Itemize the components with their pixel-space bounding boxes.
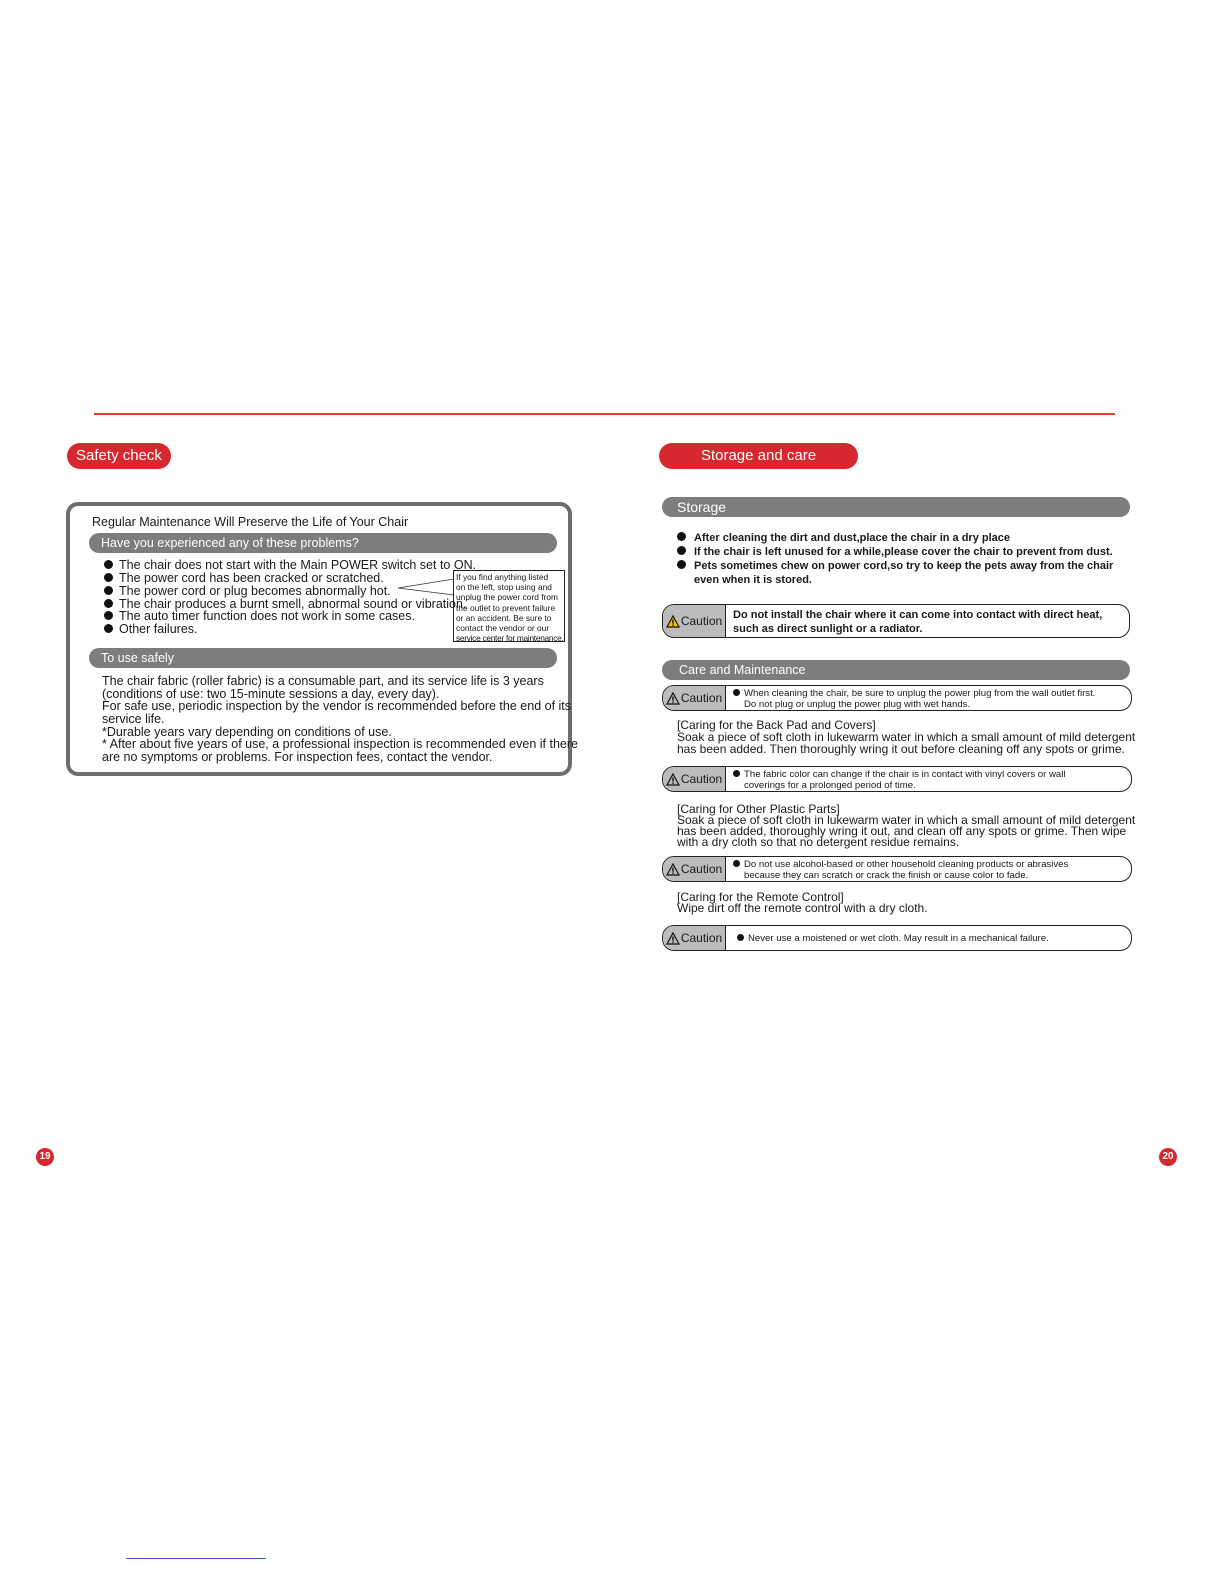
caution-text-fabric: The fabric color can change if the chair is in contact with vinyl covers or wall coverings for a prolonged period of time.	[733, 769, 1125, 791]
panel-heading: Regular Maintenance Will Preserve the Life of Your Chair	[92, 515, 409, 529]
storage-item: Pets sometimes chew on power cord,so try to keep the pets away from the chair	[677, 559, 1113, 573]
problem-item: The power cord or plug becomes abnormally hot.	[104, 585, 391, 598]
stop-using-note: If you find anything listed on the left, stop using and unplug the power cord from the outlet to prevent failure or an accident. Be sure to contact the vendor or our service center for maintenance.	[453, 570, 565, 642]
caution-tag: Caution	[663, 926, 726, 950]
plastic-title: [Caring for Other Plastic Parts]	[677, 802, 840, 816]
caution-text-wet-cloth: Never use a moistened or wet cloth. May result in a mechanical failure.	[737, 933, 1125, 944]
problem-item: Other failures.	[104, 623, 198, 636]
plastic-line: Soak a piece of soft cloth in lukewarm water in which a small amount of mild detergent	[677, 813, 1136, 827]
safe-use-line: *Durable years vary depending on conditions of use.	[102, 725, 392, 739]
problem-item: The auto timer function does not work in some cases.	[104, 610, 415, 623]
storage-item: If the chair is left unused for a while,please cover the chair to prevent from dust.	[677, 545, 1113, 559]
plastic-line: with a dry cloth so that no detergent residue remains.	[677, 835, 960, 849]
safe-use-line: service life.	[102, 712, 165, 726]
warning-triangle-icon	[666, 615, 680, 628]
safe-use-line: For safe use, periodic inspection by the vendor is recommended before the end of its	[102, 699, 572, 713]
storage-caution-text: Do not install the chair where it can come into contact with direct heat, such as direct sunlight or a radiator.	[733, 609, 1103, 635]
caution-box-wet-cloth	[662, 925, 1132, 951]
safe-use-line: (conditions of use: two 15-minute sessions a day, every day).	[102, 687, 440, 701]
remote-title: [Caring for the Remote Control]	[677, 890, 844, 904]
safe-use-line: are no symptoms or problems. For inspection fees, contact the vendor.	[102, 750, 493, 764]
storage-bar: Storage	[662, 497, 1130, 517]
warning-triangle-icon	[666, 773, 680, 786]
plastic-line: has been added, thoroughly wring it out, and clean off any spots or grime. Then wipe	[677, 824, 1127, 838]
problems-bar: Have you experienced any of these problems?	[89, 533, 557, 553]
back-pad-title: [Caring for the Back Pad and Covers]	[677, 718, 876, 732]
safe-use-line: The chair fabric (roller fabric) is a consumable part, and its service life is 3 years	[102, 674, 544, 688]
caution-tag: Caution	[663, 605, 726, 637]
caution-tag: Caution	[663, 767, 726, 791]
safe-use-bar: To use safely	[89, 648, 557, 668]
caution-tag: Caution	[663, 857, 726, 881]
storage-caution-box	[662, 604, 1130, 638]
storage-item-continued: even when it is stored.	[694, 574, 812, 586]
remote-line: Wipe dirt off the remote control with a dry cloth.	[677, 901, 928, 915]
problem-item: The power cord has been cracked or scratched.	[104, 572, 384, 585]
caution-text-unplug: When cleaning the chair, be sure to unplug the power plug from the wall outlet first. Do not plug or unplug the power plug with wet hands.	[733, 688, 1125, 710]
footer-link-rule	[126, 1558, 266, 1559]
back-pad-line: Soak a piece of soft cloth in lukewarm water in which a small amount of mild detergent	[677, 730, 1136, 744]
callout-pointer	[396, 578, 456, 598]
page-number-left: 19	[36, 1148, 54, 1166]
caution-tag: Caution	[663, 686, 726, 710]
caution-box-fabric	[662, 766, 1132, 792]
warning-triangle-icon	[666, 692, 680, 705]
warning-triangle-icon	[666, 932, 680, 945]
storage-care-title: Storage and care	[659, 443, 858, 469]
safe-use-line: * After about five years of use, a professional inspection is recommended even if there	[102, 737, 578, 751]
safety-check-title: Safety check	[67, 443, 171, 469]
caution-box-unplug	[662, 685, 1132, 711]
storage-item: After cleaning the dirt and dust,place the chair in a dry place	[677, 531, 1010, 545]
caution-box-cleaners	[662, 856, 1132, 882]
problem-item: The chair produces a burnt smell, abnormal sound or vibration.	[104, 598, 466, 611]
header-rule	[94, 413, 1115, 415]
caution-text-cleaners: Do not use alcohol-based or other household cleaning products or abrasives because they can scratch or crack the finish or cause color to fade.	[733, 859, 1125, 881]
back-pad-line: has been added. Then thoroughly wring it out before cleaning off any spots or grime.	[677, 742, 1125, 756]
problem-item: The chair does not start with the Main POWER switch set to ON.	[104, 559, 476, 572]
page-number-right: 20	[1159, 1148, 1177, 1166]
care-maintenance-bar: Care and Maintenance	[662, 660, 1130, 680]
warning-triangle-icon	[666, 863, 680, 876]
